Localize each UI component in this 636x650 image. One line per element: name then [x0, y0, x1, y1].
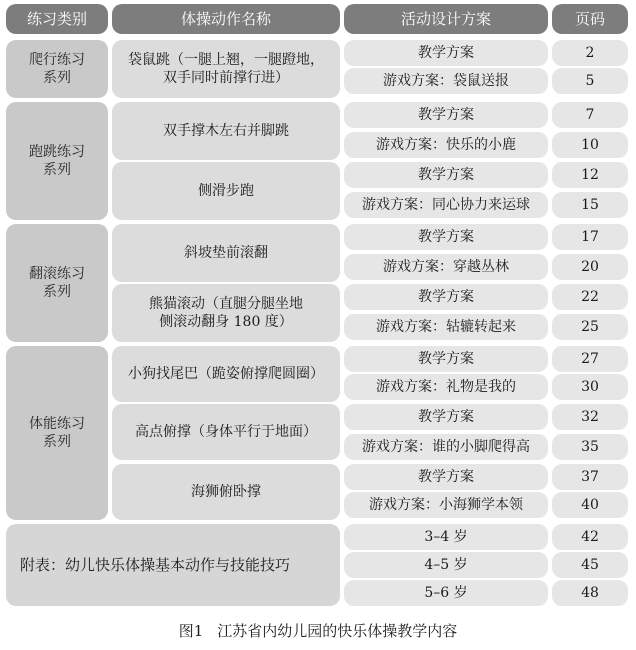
plan-cell: 5–6 岁: [344, 580, 548, 606]
page-number-cell: 40: [552, 492, 628, 518]
page-number-cell: 10: [552, 132, 628, 158]
plan-cell: 游戏方案：小海狮学本领: [344, 492, 548, 518]
plan-cell: 教学方案: [344, 346, 548, 372]
page-number-cell: 2: [552, 40, 628, 66]
plan-cell: 教学方案: [344, 464, 548, 490]
page-number-cell: 20: [552, 254, 628, 280]
page-number-cell: 17: [552, 224, 628, 250]
action-sea-lion-pushup: 海狮俯卧撑: [112, 464, 340, 520]
plan-cell: 游戏方案：同心协力来运球: [344, 192, 548, 218]
plan-cell: 4–5 岁: [344, 552, 548, 578]
plan-cell: 教学方案: [344, 284, 548, 310]
header-category: 练习类别: [6, 4, 108, 34]
figure-number: 图1: [178, 622, 204, 640]
action-high-plank: 高点俯撑（身体平行于地面）: [112, 404, 340, 460]
page-number-cell: 32: [552, 404, 628, 430]
figure-caption: [0, 620, 636, 641]
page-number-cell: 22: [552, 284, 628, 310]
category-crawl: 爬行练习 系列: [6, 40, 108, 98]
page-number-cell: 45: [552, 552, 628, 578]
page-number-cell: 37: [552, 464, 628, 490]
action-panda-roll: 熊猫滚动（直腿分腿坐地 侧滚动翻身 180 度）: [112, 284, 340, 342]
appendix-label: 附表：幼儿快乐体操基本动作与技能技巧: [6, 524, 340, 606]
plan-cell: 游戏方案：穿越丛林: [344, 254, 548, 280]
plan-cell: 游戏方案：袋鼠送报: [344, 68, 548, 94]
action-kangaroo-jump: 袋鼠跳（一腿上翘，一腿蹬地， 双手同时前撑行进）: [112, 40, 340, 98]
action-slope-roll: 斜坡垫前滚翻: [112, 224, 340, 282]
plan-cell: 教学方案: [344, 404, 548, 430]
plan-cell: 教学方案: [344, 40, 548, 66]
plan-cell: 教学方案: [344, 224, 548, 250]
page-number-cell: 5: [552, 68, 628, 94]
header-action: 体操动作名称: [112, 4, 340, 34]
page-number-cell: 12: [552, 162, 628, 188]
plan-cell: 教学方案: [344, 102, 548, 128]
page-number-cell: 25: [552, 314, 628, 340]
page-number-cell: 7: [552, 102, 628, 128]
category-run-jump: 跑跳练习 系列: [6, 102, 108, 220]
plan-cell: 游戏方案：轱辘转起来: [344, 314, 548, 340]
page-number-cell: 27: [552, 346, 628, 372]
plan-cell: 3–4 岁: [344, 524, 548, 550]
plan-cell: 游戏方案：快乐的小鹿: [344, 132, 548, 158]
content-table: [6, 4, 630, 606]
figure-title: 江苏省内幼儿园的快乐体操教学内容: [217, 622, 458, 640]
plan-cell: 教学方案: [344, 162, 548, 188]
header-plan: 活动设计方案: [344, 4, 548, 34]
plan-cell: 游戏方案：礼物是我的: [344, 374, 548, 400]
header-page: 页码: [552, 4, 628, 34]
page-number-cell: 48: [552, 580, 628, 606]
action-side-slide: 侧滑步跑: [112, 162, 340, 220]
page-number-cell: 35: [552, 434, 628, 460]
action-double-hand-jump: 双手撑木左右并脚跳: [112, 102, 340, 160]
page-number-cell: 15: [552, 192, 628, 218]
action-puppy-tail: 小狗找尾巴（跪姿俯撑爬圆圈）: [112, 346, 340, 402]
page-number-cell: 30: [552, 374, 628, 400]
category-roll: 翻滚练习 系列: [6, 224, 108, 342]
page-number-cell: 42: [552, 524, 628, 550]
category-fitness: 体能练习 系列: [6, 346, 108, 520]
plan-cell: 游戏方案：谁的小脚爬得高: [344, 434, 548, 460]
